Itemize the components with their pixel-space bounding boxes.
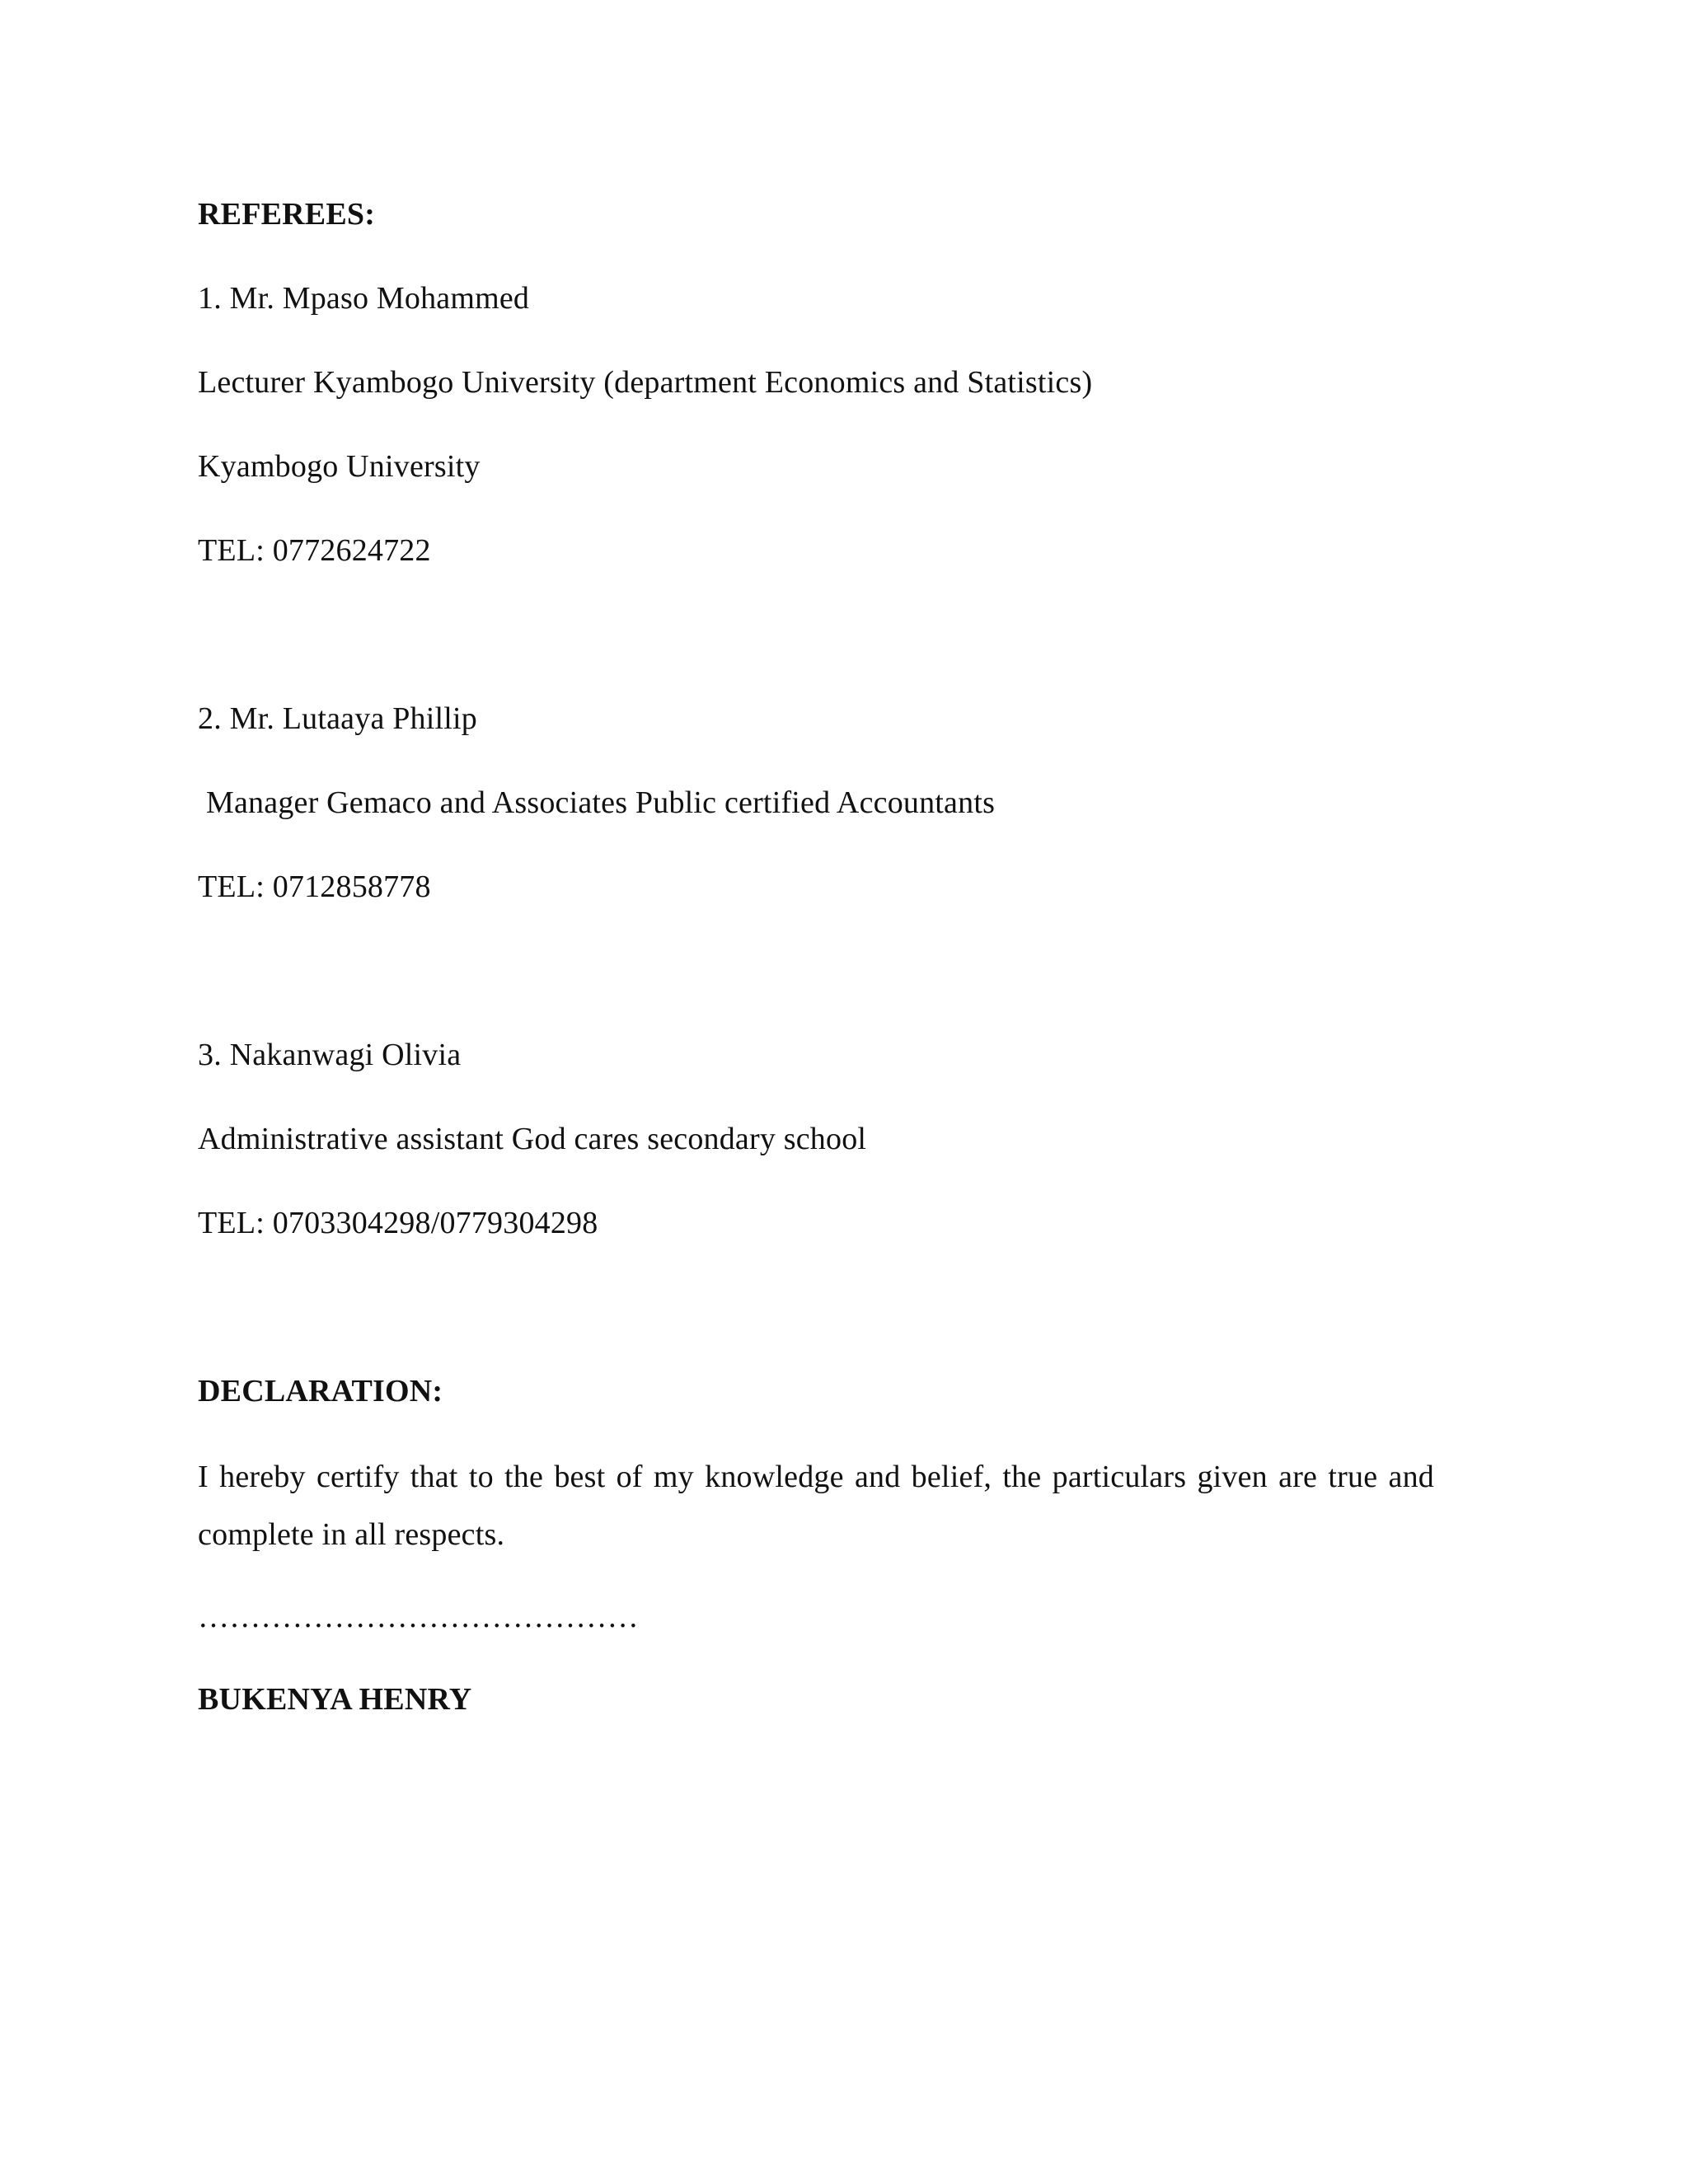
signatory-name: BUKENYA HENRY: [198, 1682, 472, 1717]
referee-2-position: Manager Gemaco and Associates Public certified Accountants: [206, 785, 996, 820]
referee-1-tel: TEL: 0772624722: [198, 533, 431, 568]
declaration-text: I hereby certify that to the best of my knowledge and belief, the particulars given are true and complete in all respects.: [198, 1460, 1434, 1552]
referee-1-position: Lecturer Kyambogo University (department Economics and Statistics): [198, 365, 1093, 400]
referees-heading: REFEREES:: [198, 197, 376, 232]
referee-2-name: 2. Mr. Lutaaya Phillip: [198, 701, 477, 736]
referee-3-tel: TEL: 0703304298/0779304298: [198, 1206, 598, 1240]
referee-2-tel: TEL: 0712858778: [198, 869, 431, 904]
referee-3-name: 3. Nakanwagi Olivia: [198, 1038, 462, 1072]
signature-line: ……………………………………: [198, 1600, 639, 1634]
referee-3-position: Administrative assistant God cares secondary school: [198, 1122, 867, 1156]
referee-1-organization: Kyambogo University: [198, 449, 481, 484]
referee-1-name: 1. Mr. Mpaso Mohammed: [198, 281, 530, 316]
declaration-heading: DECLARATION:: [198, 1374, 443, 1408]
